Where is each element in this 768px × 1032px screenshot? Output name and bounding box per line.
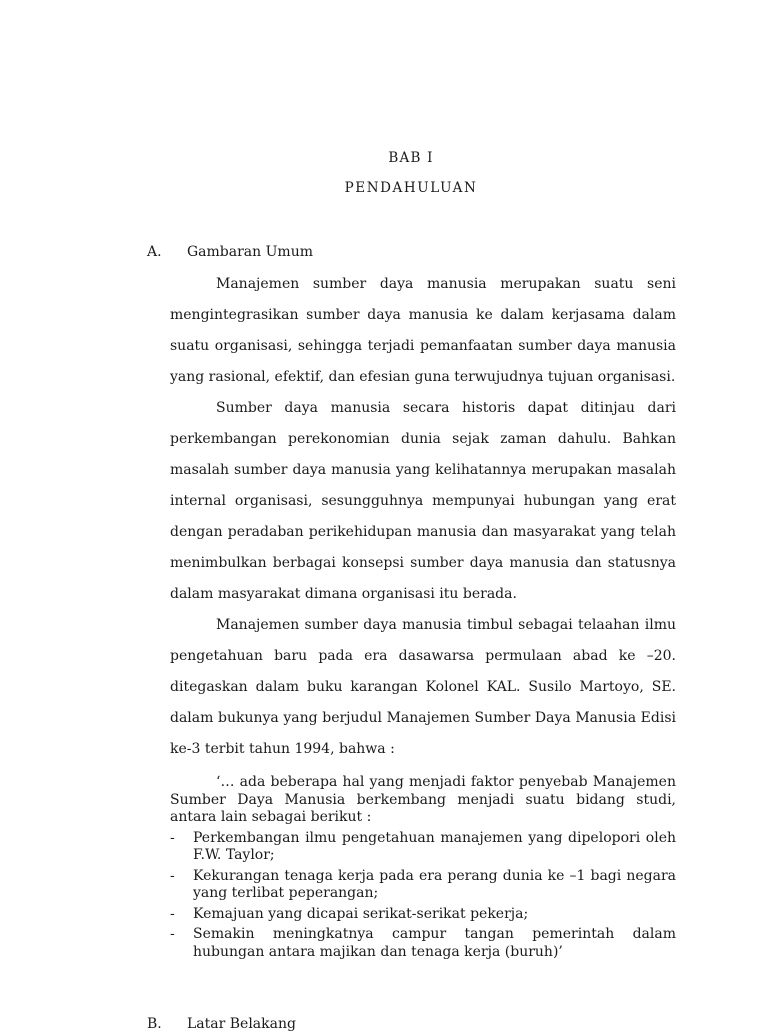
quote-list: [170, 830, 676, 962]
quote-item-text: Perkembangan ilmu pengetahuan manajemen yang dipelopori oleh F.W. Taylor;: [193, 829, 676, 863]
section-a-letter: A.: [147, 244, 162, 260]
chapter-number: BAB I: [388, 150, 434, 166]
section-b-title: Latar Belakang: [187, 1016, 296, 1032]
bullet-dash: -: [170, 867, 175, 884]
section-a-heading: [147, 244, 313, 260]
quote-item-text: Kekurangan tenaga kerja pada era perang dunia ke –1 bagi negara yang terlibat peperangan;: [193, 867, 676, 901]
section-a-title: Gambaran Umum: [187, 244, 313, 260]
paragraph-1: Manajemen sumber daya manusia merupakan suatu seni mengintegrasikan sumber daya manusia ke dalam kerjasama dalam suatu organisasi, sehingga terjadi pemanfaatan sumber daya manusia yang rasional, efektif, dan efesian guna terwujudnya tujuan organisasi.: [170, 276, 676, 385]
block-quote: [170, 774, 676, 964]
bullet-dash: -: [170, 829, 175, 846]
bullet-dash: -: [170, 926, 175, 942]
section-b-letter: B.: [147, 1016, 162, 1032]
paragraph-2: Sumber daya manusia secara historis dapat ditinjau dari perkembangan perekonomian dunia sejak zaman dahulu. Bahkan masalah sumber daya manusia yang kelihatannya merupakan masalah internal organisasi, sesungguhnya mempunyai hubungan yang erat dengan peradaban perikehidupan manusia dan masyarakat yang telah menimbulkan berbagai konsepsi sumber daya manusia dan statusnya dalam masyarakat dimana organisasi itu berada.: [170, 400, 676, 602]
quote-item-text: Kemajuan yang dicapai serikat-serikat pekerja;: [193, 905, 529, 922]
quote-list-item: [170, 830, 676, 865]
section-b-heading: [147, 1016, 296, 1032]
quote-lead: ‘… ada beberapa hal yang menjadi faktor penyebab Manajemen Sumber Daya Manusia berkembang menjadi suatu bidang studi, antara lain sebagai berikut :: [170, 774, 676, 825]
quote-list-item: [170, 868, 676, 903]
quote-list-item: [170, 926, 676, 961]
body-text: [170, 269, 676, 765]
quote-list-item: [170, 906, 676, 924]
bullet-dash: -: [170, 905, 175, 922]
quote-item-text: Semakin meningkatnya campur tangan pemerintah dalam hubungan antara majikan dan tenaga kerja (buruh)’: [193, 926, 676, 960]
chapter-title: PENDAHULUAN: [344, 180, 478, 196]
paragraph-3: Manajemen sumber daya manusia timbul sebagai telaahan ilmu pengetahuan baru pada era dasawarsa permulaan abad ke –20. ditegaskan dalam buku karangan Kolonel KAL. Susilo Martoyo, SE. dalam bukunya yang berjudul Manajemen Sumber Daya Manusia Edisi ke-3 terbit tahun 1994, bahwa :: [170, 617, 676, 757]
